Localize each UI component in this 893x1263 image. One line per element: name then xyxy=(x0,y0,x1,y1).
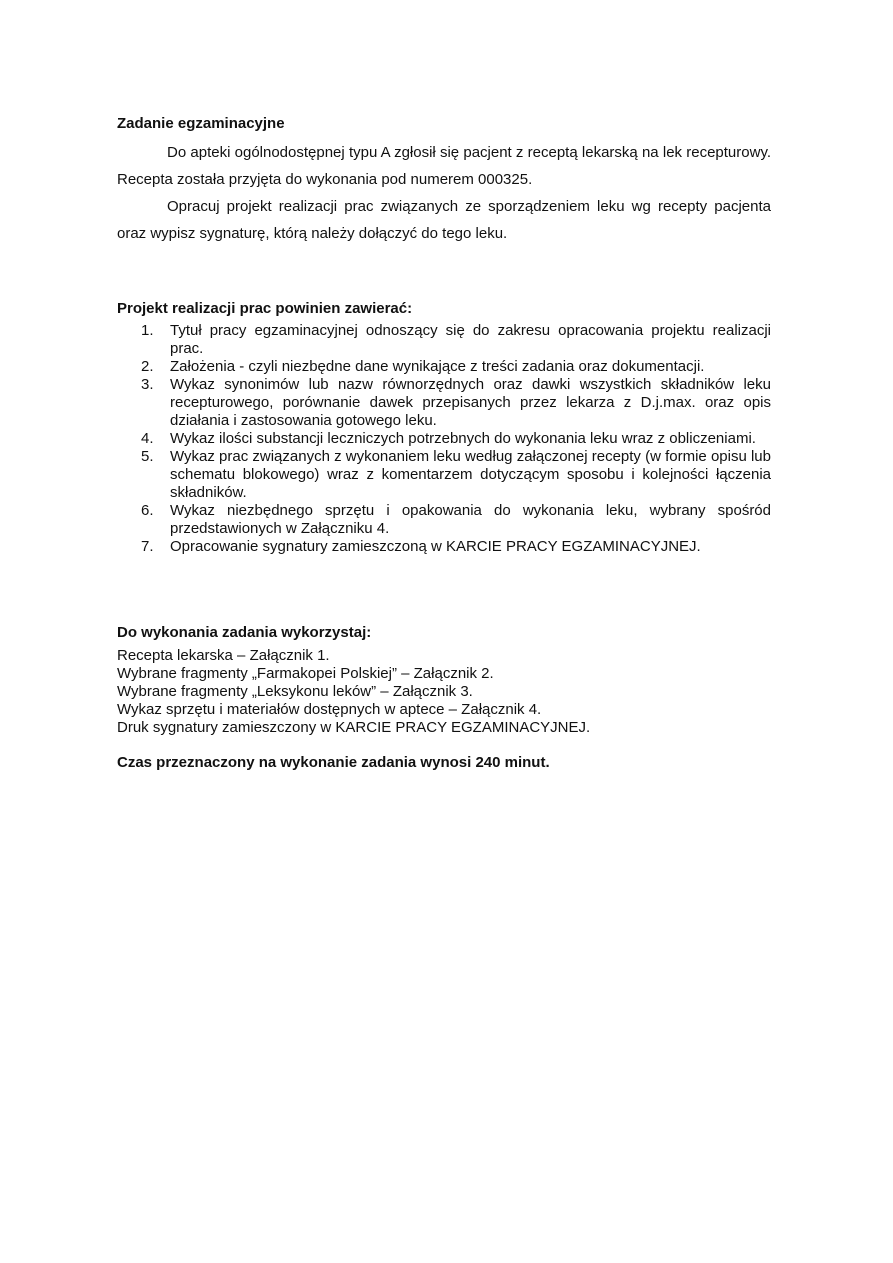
task-intro-section xyxy=(117,115,771,247)
requirement-number: 6. xyxy=(141,502,154,519)
task-paragraph: Opracuj projekt realizacji prac związanych ze sporządzeniem leku wg recepty pacjenta oraz wypisz sygnaturę, którą należy dołączyć do tego leku. xyxy=(117,198,771,242)
requirement-number: 1. xyxy=(141,322,154,339)
requirement-text: Tytuł pracy egzaminacyjnej odnoszący się do zakresu opracowania projektu realizacji prac. xyxy=(170,322,771,357)
resource-item: Wybrane fragmenty „Farmakopei Polskiej” – Załącznik 2. xyxy=(117,665,494,682)
requirement-number: 4. xyxy=(141,430,154,447)
requirement-item xyxy=(117,376,771,430)
requirement-number: 2. xyxy=(141,358,154,375)
requirements-list xyxy=(117,322,771,556)
requirements-section xyxy=(117,300,771,556)
requirement-number: 5. xyxy=(141,448,154,465)
task-paragraph: Do apteki ogólnodostępnej typu A zgłosił się pacjent z receptą lekarską na lek recepturowy. Recepta została przyjęta do wykonania pod numerem 000325. xyxy=(117,144,771,188)
task-heading: Zadanie egzaminacyjne xyxy=(117,115,285,132)
resource-item: Recepta lekarska – Załącznik 1. xyxy=(117,647,330,664)
requirement-number: 3. xyxy=(141,376,154,393)
time-limit-note: Czas przeznaczony na wykonanie zadania wynosi 240 minut. xyxy=(117,754,550,771)
requirement-text: Opracowanie sygnatury zamieszczoną w KARCIE PRACY EGZAMINACYJNEJ. xyxy=(170,538,701,555)
requirement-text: Wykaz synonimów lub nazw równorzędnych oraz dawki wszystkich składników leku recepturowego, porównanie dawek przepisanych przez lekarza z D.j.max. oraz opis działania i zastosowania gotowego leku. xyxy=(170,376,771,429)
requirement-item xyxy=(117,322,771,358)
requirement-item xyxy=(117,448,771,502)
requirement-text: Wykaz prac związanych z wykonaniem leku według załączonej recepty (w formie opisu lub schematu blokowego) wraz z komentarzem dotyczącym sposobu i kolejności łączenia składników. xyxy=(170,448,771,501)
resources-section xyxy=(117,624,771,787)
requirement-text: Założenia - czyli niezbędne dane wynikające z treści zadania oraz dokumentacji. xyxy=(170,358,705,375)
resources-heading: Do wykonania zadania wykorzystaj: xyxy=(117,624,372,641)
requirement-item xyxy=(117,538,771,556)
requirement-item xyxy=(117,430,771,448)
resource-item: Wybrane fragmenty „Leksykonu leków” – Załącznik 3. xyxy=(117,683,473,700)
requirement-item xyxy=(117,502,771,538)
requirement-text: Wykaz ilości substancji leczniczych potrzebnych do wykonania leku wraz z obliczeniami. xyxy=(170,430,756,447)
requirement-text: Wykaz niezbędnego sprzętu i opakowania do wykonania leku, wybrany spośród przedstawionych w Załączniku 4. xyxy=(170,502,771,537)
resource-item: Druk sygnatury zamieszczony w KARCIE PRACY EGZAMINACYJNEJ. xyxy=(117,719,591,736)
requirements-heading: Projekt realizacji prac powinien zawierać: xyxy=(117,300,413,317)
resource-item: Wykaz sprzętu i materiałów dostępnych w aptece – Załącznik 4. xyxy=(117,701,542,718)
resources-list xyxy=(117,647,771,737)
requirement-item xyxy=(117,358,771,376)
requirement-number: 7. xyxy=(141,538,154,555)
